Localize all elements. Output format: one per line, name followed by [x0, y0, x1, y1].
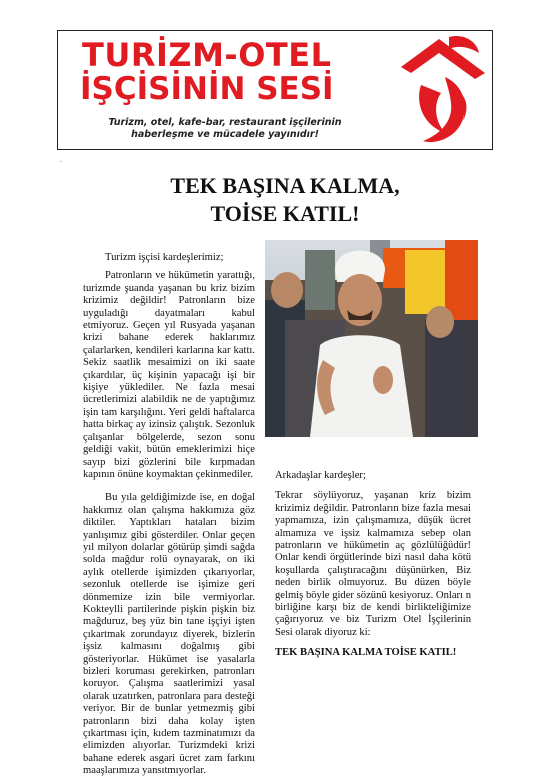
- divider-dot: .: [60, 155, 62, 164]
- masthead-title-line2: İŞÇİSİNİN SESİ: [80, 71, 334, 107]
- union-logo-icon: [393, 33, 489, 147]
- right-paragraph-1: Tekrar söylüyoruz, yaşanan kriz bizim krizimiz değildir. Patronların bize fazla mesai yapmamıza, izin çalışmamıza, düşük ücret almamıza ve işsiz kalmamıza sebep olan patronların ve hükümetin aç gözlülüğüdür! Onlar kendi örgütlerinde bizi nasıl daha kötü koşullarda çalıştıracağını düşünürken, Biz neden birlik olmuyoruz. Bu düzen böyle gelmiş böyle gider sözünü kesiyoruz. Onları n birliğine karşı biz de kendi birlikteliğimize çağırıyoruz ve biz Turizm Otel İşçilerinin Sesi olarak diyoruz ki:: [275, 490, 471, 638]
- left-greeting: Turizm işçisi kardeşlerimiz;: [105, 252, 224, 263]
- right-column: [275, 470, 471, 660]
- right-closing-slogan: TEK BAŞINA KALMA TOİSE KATIL!: [275, 647, 457, 659]
- masthead-tagline: Turizm, otel, kafe-bar, restaurant işçilerinin haberleşme ve mücadele yayınıdır!: [108, 117, 342, 140]
- right-greeting: Arkadaşlar kardeşler;: [275, 470, 366, 481]
- left-paragraph-2: Bu yıla geldiğimizde ise, en doğal hakkımız olan çalışma hakkımıza göz diktiler. Yaptıkları hataları bizim yanlışımız gibi gösterdiler. Onlar geçen yıl milyon dolarlar götürüp şimdi sağda solda mağdur rolü oynayarak, on iki aylık otellerde işimizden çıkarıyorlar, sezonluk otellerde ise işimize geri dönmemize izin bile vermiyorlar. Kokteylli partilerinde pişkin pişkin biz mağduruz, beş yüz bin tane işçiyi işten çıkartmak zorundayız diyerek, bizlerin işsiz kalmasını doğalmış gibi gösteriyorlar. Hükümet ise yasalarla bizleri koruması gerekirken, patronları koruyor. Çalışma saatlerimizi yasal olarak uzatırken, patronlara para desteği veriyor. Bir de bunlar yetmezmiş gibi patronların bizi daha kolay işten çıkartması için, kıdem tazminatımızı da elimizden alıyorlar. Turizmdeki krizi bahane ederek asgari ücret zam farkını maaşlarımıza yansıtmıyorlar.: [83, 492, 255, 777]
- left-column: [83, 252, 255, 778]
- headline-line2: TOİSE KATIL!: [210, 201, 360, 226]
- page-headline: [120, 172, 450, 228]
- left-paragraph-1: Patronların ve hükümetin yarattığı, turizmde şuanda yaşanan bu kriz bizim krizimiz değildir! Patronların bize uyguladığı dayatmaları kabul etmiyoruz. Geçen yıl Rusyada yaşanan krizi bahane ederek haklarımız çalarlarken, kendileri karlarına kar kattı. Sekiz saatlik mesaimizi on iki saate çıkardılar, üç kişinin yapacağı işi bir kişiye yüklediler. Ne fazla mesai ücretlerimizi alabildik ne de yaptığımız işin tam karşılığını. Yeri geldi haftalarca hatta birkaç ay izinsiz çalıştık. Sezonluk çalışanlar bölgelerde, sezon sonu geldiği vakit, bütün emeklerimizi hiçe sayıp bizi gözlerini bile kırpmadan kapının önüne koymaktan çekinmediler.: [83, 270, 255, 480]
- masthead: [57, 30, 493, 150]
- protest-photo: [265, 240, 478, 437]
- masthead-title-line1: TURİZM-OTEL: [82, 36, 332, 74]
- headline-line1: TEK BAŞINA KALMA,: [170, 173, 400, 198]
